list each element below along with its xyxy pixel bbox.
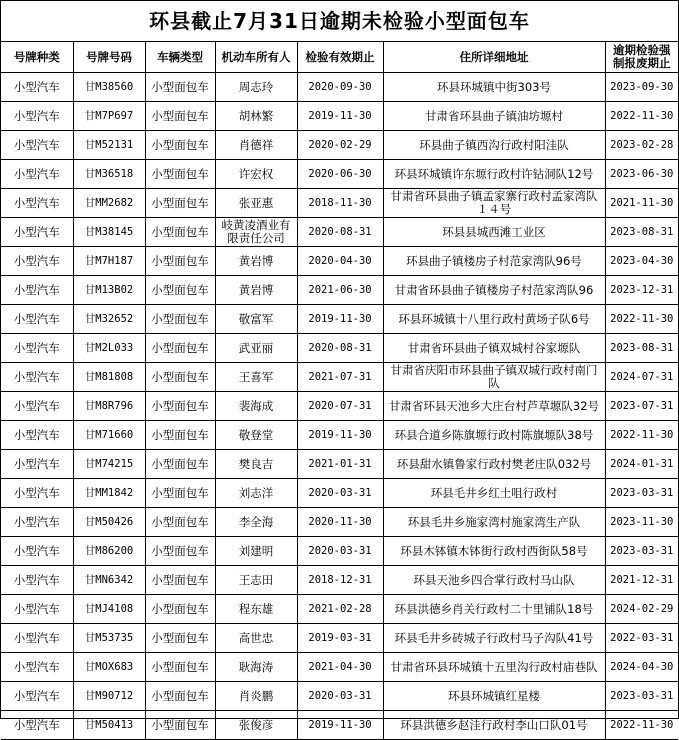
scrap-deadline-cell: 2022-11-30 (605, 305, 678, 334)
owner-cell: 耿海涛 (215, 653, 297, 682)
scrap-deadline-cell: 2022-03-31 (605, 624, 678, 653)
plate-number-cell: 甘M32652 (73, 305, 145, 334)
owner-cell: 张俊彦 (215, 711, 297, 740)
scrap-deadline-cell: 2023-03-31 (605, 682, 678, 711)
owner-cell: 武亚丽 (215, 334, 297, 363)
plate-number-cell: 甘M81808 (73, 363, 145, 392)
vehicle-type-cell: 小型面包车 (145, 160, 215, 189)
vehicle-type-cell: 小型面包车 (145, 421, 215, 450)
inspection-expiry-cell: 2019-11-30 (297, 305, 383, 334)
scrap-deadline-cell: 2022-11-30 (605, 102, 678, 131)
plate-number-cell: 甘M50413 (73, 711, 145, 740)
plate-number-cell: 甘M13B02 (73, 276, 145, 305)
table-row (1, 624, 678, 653)
header-owner: 机动车所有人 (215, 42, 297, 73)
plate-number-cell: 甘M38560 (73, 73, 145, 102)
plate-type-cell: 小型汽车 (1, 247, 73, 276)
scrap-deadline-cell: 2023-03-31 (605, 537, 678, 566)
inspection-expiry-cell: 2018-11-30 (297, 189, 383, 218)
inspection-expiry-cell: 2021-07-31 (297, 363, 383, 392)
inspection-expiry-cell: 2020-07-31 (297, 392, 383, 421)
vehicle-type-cell: 小型面包车 (145, 102, 215, 131)
scrap-deadline-cell: 2024-04-30 (605, 653, 678, 682)
address-cell: 甘肃省环县天池乡大庄台村芦草塬队32号 (383, 392, 605, 421)
inspection-expiry-cell: 2020-03-31 (297, 682, 383, 711)
table-row (1, 392, 678, 421)
vehicle-type-cell: 小型面包车 (145, 131, 215, 160)
address-cell: 环县毛井乡施家湾村施家湾生产队 (383, 508, 605, 537)
table-row (1, 102, 678, 131)
address-cell: 环县环城镇中街303号 (383, 73, 605, 102)
address-cell: 甘肃省环县曲子镇油坊塬村 (383, 102, 605, 131)
scrap-deadline-cell: 2022-11-30 (605, 711, 678, 740)
table-row (1, 537, 678, 566)
owner-cell: 敬富军 (215, 305, 297, 334)
inspection-expiry-cell: 2021-06-30 (297, 276, 383, 305)
plate-number-cell: 甘MM1842 (73, 479, 145, 508)
table-row (1, 189, 678, 218)
vehicle-type-cell: 小型面包车 (145, 218, 215, 247)
table-row (1, 247, 678, 276)
plate-number-cell: 甘M8R796 (73, 392, 145, 421)
scrap-deadline-cell: 2022-11-30 (605, 421, 678, 450)
owner-cell: 肖炎鹏 (215, 682, 297, 711)
owner-cell: 刘志洋 (215, 479, 297, 508)
header-plate-number: 号牌号码 (73, 42, 145, 73)
owner-cell: 胡林繁 (215, 102, 297, 131)
plate-type-cell: 小型汽车 (1, 653, 73, 682)
owner-cell: 岐黄凌酒业有限责任公司 (215, 218, 297, 247)
table-row (1, 334, 678, 363)
address-cell: 环县环城镇十八里行政村黄场子队6号 (383, 305, 605, 334)
sheet-title: 环县截止7月31日逾期未检验小型面包车 (1, 1, 678, 42)
header-plate-type: 号牌种类 (1, 42, 73, 73)
scrap-deadline-cell: 2023-03-31 (605, 479, 678, 508)
owner-cell: 敬登堂 (215, 421, 297, 450)
plate-number-cell: 甘M86200 (73, 537, 145, 566)
plate-number-cell: 甘M74215 (73, 450, 145, 479)
address-cell: 环县洪德乡赵洼行政村李山口队01号 (383, 711, 605, 740)
vehicle-table (1, 42, 678, 740)
table-row (1, 160, 678, 189)
inspection-expiry-cell: 2021-01-31 (297, 450, 383, 479)
plate-type-cell: 小型汽车 (1, 218, 73, 247)
table-row (1, 508, 678, 537)
plate-type-cell: 小型汽车 (1, 711, 73, 740)
plate-type-cell: 小型汽车 (1, 160, 73, 189)
vehicle-type-cell: 小型面包车 (145, 334, 215, 363)
address-cell: 环县毛井乡红土咀行政村 (383, 479, 605, 508)
address-cell: 甘肃省环县曲子镇双城村谷家塬队 (383, 334, 605, 363)
plate-type-cell: 小型汽车 (1, 131, 73, 160)
address-cell: 环县曲子镇西沟行政村阳洼队 (383, 131, 605, 160)
vehicle-type-cell: 小型面包车 (145, 189, 215, 218)
table-row (1, 450, 678, 479)
vehicle-type-cell: 小型面包车 (145, 711, 215, 740)
plate-type-cell: 小型汽车 (1, 363, 73, 392)
table-row (1, 595, 678, 624)
plate-type-cell: 小型汽车 (1, 421, 73, 450)
inspection-expiry-cell: 2020-08-31 (297, 334, 383, 363)
table-row (1, 131, 678, 160)
vehicle-type-cell: 小型面包车 (145, 653, 215, 682)
owner-cell: 许宏权 (215, 160, 297, 189)
plate-number-cell: 甘M7P697 (73, 102, 145, 131)
vehicle-type-cell: 小型面包车 (145, 566, 215, 595)
scrap-deadline-cell: 2021-11-30 (605, 189, 678, 218)
plate-type-cell: 小型汽车 (1, 450, 73, 479)
inspection-expiry-cell: 2020-08-31 (297, 218, 383, 247)
vehicle-type-cell: 小型面包车 (145, 363, 215, 392)
plate-number-cell: 甘MJ4108 (73, 595, 145, 624)
plate-type-cell: 小型汽车 (1, 595, 73, 624)
vehicle-type-cell: 小型面包车 (145, 537, 215, 566)
vehicle-type-cell: 小型面包车 (145, 247, 215, 276)
scrap-deadline-cell: 2024-02-29 (605, 595, 678, 624)
table-row (1, 276, 678, 305)
table-row (1, 363, 678, 392)
plate-number-cell: 甘MOX683 (73, 653, 145, 682)
inspection-expiry-cell: 2020-02-29 (297, 131, 383, 160)
address-cell: 环县环城镇红星楼 (383, 682, 605, 711)
plate-type-cell: 小型汽车 (1, 392, 73, 421)
plate-type-cell: 小型汽车 (1, 624, 73, 653)
vehicle-type-cell: 小型面包车 (145, 624, 215, 653)
plate-type-cell: 小型汽车 (1, 479, 73, 508)
address-cell: 环县天池乡四合掌行政村马山队 (383, 566, 605, 595)
header-scrap-deadline: 逾期检验强制报废期止 (605, 42, 678, 73)
inspection-expiry-cell: 2019-03-31 (297, 624, 383, 653)
plate-number-cell: 甘M7H187 (73, 247, 145, 276)
table-body (1, 73, 678, 740)
plate-type-cell: 小型汽车 (1, 508, 73, 537)
plate-number-cell: 甘M50426 (73, 508, 145, 537)
scrap-deadline-cell: 2021-12-31 (605, 566, 678, 595)
owner-cell: 樊良吉 (215, 450, 297, 479)
plate-number-cell: 甘MN6342 (73, 566, 145, 595)
scrap-deadline-cell: 2023-08-31 (605, 218, 678, 247)
plate-type-cell: 小型汽车 (1, 189, 73, 218)
scrap-deadline-cell: 2023-07-31 (605, 392, 678, 421)
owner-cell: 王志田 (215, 566, 297, 595)
owner-cell: 刘建明 (215, 537, 297, 566)
plate-type-cell: 小型汽车 (1, 334, 73, 363)
owner-cell: 肖德祥 (215, 131, 297, 160)
table-row (1, 218, 678, 247)
table-row (1, 653, 678, 682)
plate-number-cell: 甘M71660 (73, 421, 145, 450)
scrap-deadline-cell: 2023-04-30 (605, 247, 678, 276)
table-row (1, 421, 678, 450)
owner-cell: 周志玲 (215, 73, 297, 102)
inspection-expiry-cell: 2020-06-30 (297, 160, 383, 189)
header-row (1, 42, 678, 73)
inspection-expiry-cell: 2019-11-30 (297, 102, 383, 131)
plate-type-cell: 小型汽车 (1, 305, 73, 334)
address-cell: 甘肃省环县曲子镇楼房子村范家湾队96 (383, 276, 605, 305)
vehicle-type-cell: 小型面包车 (145, 595, 215, 624)
inspection-expiry-cell: 2021-02-28 (297, 595, 383, 624)
vehicle-type-cell: 小型面包车 (145, 73, 215, 102)
plate-number-cell: 甘M90712 (73, 682, 145, 711)
vehicle-type-cell: 小型面包车 (145, 682, 215, 711)
address-cell: 甘肃省庆阳市环县曲子镇双城行政村南门队 (383, 363, 605, 392)
table-row (1, 479, 678, 508)
vehicle-type-cell: 小型面包车 (145, 450, 215, 479)
table-row (1, 566, 678, 595)
address-cell: 环县环城镇许东塬行政村许钻洞队12号 (383, 160, 605, 189)
plate-type-cell: 小型汽车 (1, 537, 73, 566)
owner-cell: 黄岩博 (215, 276, 297, 305)
inspection-expiry-cell: 2020-09-30 (297, 73, 383, 102)
address-cell: 环县洪德乡肖关行政村二十里铺队18号 (383, 595, 605, 624)
owner-cell: 李全海 (215, 508, 297, 537)
plate-type-cell: 小型汽车 (1, 276, 73, 305)
plate-number-cell: 甘MM2682 (73, 189, 145, 218)
plate-type-cell: 小型汽车 (1, 682, 73, 711)
header-vehicle-type: 车辆类型 (145, 42, 215, 73)
owner-cell: 张亚惠 (215, 189, 297, 218)
scrap-deadline-cell: 2023-08-31 (605, 334, 678, 363)
vehicle-type-cell: 小型面包车 (145, 276, 215, 305)
vehicle-type-cell: 小型面包车 (145, 392, 215, 421)
plate-type-cell: 小型汽车 (1, 566, 73, 595)
address-cell: 甘肃省环县环城镇十五里沟行政村庙巷队 (383, 653, 605, 682)
plate-number-cell: 甘M38145 (73, 218, 145, 247)
scrap-deadline-cell: 2023-12-31 (605, 276, 678, 305)
inspection-expiry-cell: 2019-11-30 (297, 711, 383, 740)
inspection-expiry-cell: 2021-04-30 (297, 653, 383, 682)
address-cell: 环县毛井乡砖城子行政村马子沟队41号 (383, 624, 605, 653)
plate-number-cell: 甘M36518 (73, 160, 145, 189)
scrap-deadline-cell: 2023-11-30 (605, 508, 678, 537)
scrap-deadline-cell: 2024-07-31 (605, 363, 678, 392)
vehicle-type-cell: 小型面包车 (145, 305, 215, 334)
address-cell: 环县合道乡陈旗塬行政村陈旗塬队38号 (383, 421, 605, 450)
table-row (1, 711, 678, 740)
inspection-expiry-cell: 2019-11-30 (297, 421, 383, 450)
scrap-deadline-cell: 2023-02-28 (605, 131, 678, 160)
table-row (1, 73, 678, 102)
table-row (1, 305, 678, 334)
plate-number-cell: 甘M2L033 (73, 334, 145, 363)
address-cell: 环县县城西滩工业区 (383, 218, 605, 247)
plate-number-cell: 甘M53735 (73, 624, 145, 653)
address-cell: 甘肃省环县曲子镇孟家寨行政村孟家湾队１４号 (383, 189, 605, 218)
scrap-deadline-cell: 2023-06-30 (605, 160, 678, 189)
owner-cell: 王喜军 (215, 363, 297, 392)
vehicle-type-cell: 小型面包车 (145, 479, 215, 508)
inspection-expiry-cell: 2018-12-31 (297, 566, 383, 595)
scrap-deadline-cell: 2023-09-30 (605, 73, 678, 102)
address-cell: 环县曲子镇楼房子村范家湾队96号 (383, 247, 605, 276)
header-inspection-expiry: 检验有效期止 (297, 42, 383, 73)
inspection-expiry-cell: 2020-03-31 (297, 537, 383, 566)
owner-cell: 黄岩博 (215, 247, 297, 276)
plate-number-cell: 甘M52131 (73, 131, 145, 160)
plate-type-cell: 小型汽车 (1, 102, 73, 131)
owner-cell: 高世忠 (215, 624, 297, 653)
table-row (1, 682, 678, 711)
plate-type-cell: 小型汽车 (1, 73, 73, 102)
inspection-expiry-cell: 2020-04-30 (297, 247, 383, 276)
address-cell: 环县甜水镇鲁家行政村樊老庄队032号 (383, 450, 605, 479)
owner-cell: 裴海成 (215, 392, 297, 421)
header-address: 住所详细地址 (383, 42, 605, 73)
inspection-expiry-cell: 2020-03-31 (297, 479, 383, 508)
owner-cell: 程东雄 (215, 595, 297, 624)
scrap-deadline-cell: 2024-01-31 (605, 450, 678, 479)
vehicle-type-cell: 小型面包车 (145, 508, 215, 537)
inspection-expiry-cell: 2020-11-30 (297, 508, 383, 537)
address-cell: 环县木钵镇木钵街行政村西街队58号 (383, 537, 605, 566)
